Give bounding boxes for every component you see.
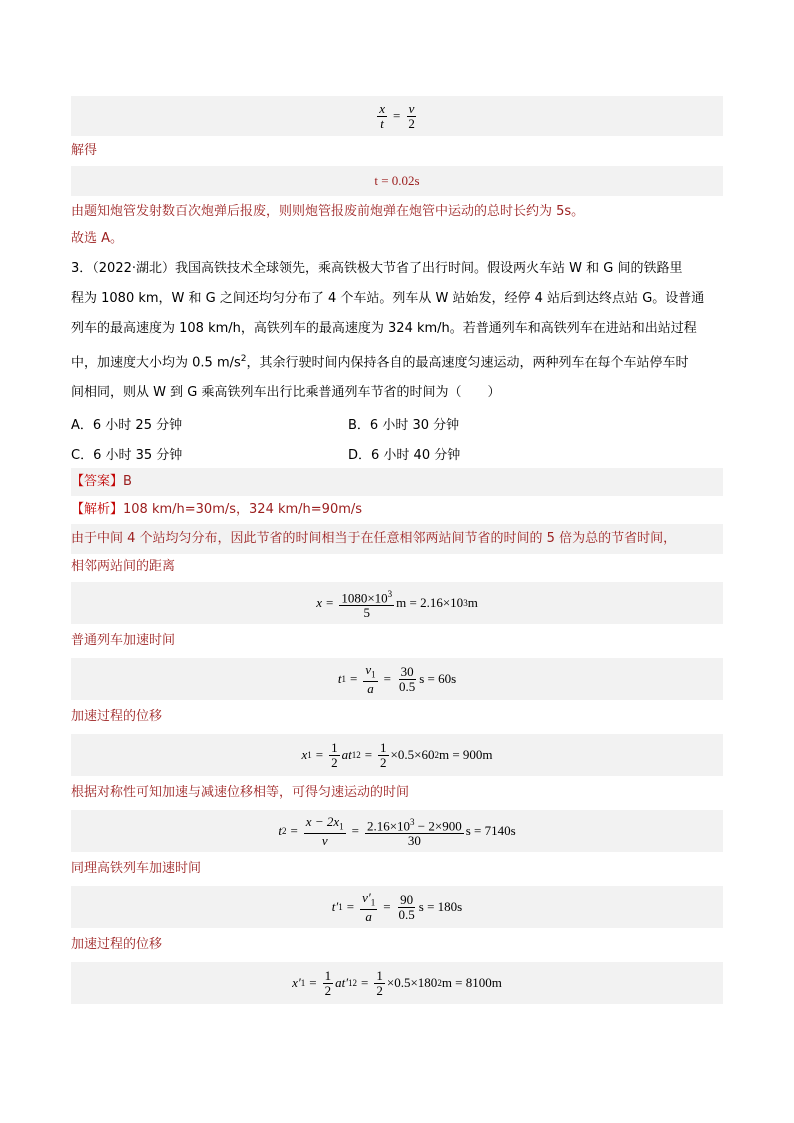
t1-tail: s = 60s — [419, 671, 457, 687]
question-block — [71, 254, 723, 408]
t2-d2: 30 — [407, 832, 421, 848]
t1-n1-sub: 1 — [371, 669, 376, 680]
formula-average-speed: $\frac{x}{t}$ = $\frac{v}{2}$ — [71, 96, 723, 136]
t2-sub: 2 — [281, 826, 287, 837]
frac-den-2: 2 — [408, 115, 415, 131]
question-line-2: 程为 1080 km，W 和 G 之间还均匀分布了 4 个车站。列车从 W 站始发，经停 4 站后到达终点站 G。设普通 — [71, 291, 705, 306]
t2-n2b: − 2×900 — [414, 817, 462, 833]
frac-den-t: t — [380, 115, 384, 131]
answer-value: B — [123, 474, 132, 490]
t2-n2-sup: 3 — [410, 816, 415, 827]
t2-n1: x − 2x — [305, 813, 340, 829]
analysis-line — [71, 496, 723, 524]
option-c: C．6 小时 35 分钟 — [71, 447, 183, 463]
label-symmetry: 根据对称性可知加速与减速位移相等，可得匀速运动的时间 — [71, 785, 410, 801]
x1p-at-sub: 1 — [348, 978, 353, 989]
label-distance: 相邻两站间的距离 — [71, 559, 176, 575]
t2-d1: v — [321, 833, 328, 849]
t1-d2: 0.5 — [398, 678, 416, 694]
distance-num-sup: 3 — [387, 588, 393, 599]
formula-t1-prime: t′ 1 = $\frac{v'_1}{a}$ = $\frac{90}{0.5}$ s = 180s — [71, 886, 723, 928]
analysis-value: 108 km/h=30m/s，324 km/h=90m/s — [123, 502, 363, 518]
formula-t-result — [71, 166, 723, 196]
distance-num: 1080×10 — [341, 589, 388, 605]
question-line-4 — [71, 344, 723, 378]
conclusion-line-1: 由题知炮管发射数百次炮弹后报废，则则炮管报废前炮弹在炮管中运动的总时长约为 5s。 — [71, 204, 585, 219]
x1-n: 1 — [331, 739, 338, 755]
t1-n1: v — [365, 661, 372, 677]
x1p-n2: 1 — [376, 967, 383, 983]
t2-n2a: 2.16×10 — [366, 817, 411, 833]
frac-num-x: x — [379, 100, 385, 116]
x1-unit: m = 900m — [438, 747, 493, 763]
option-a: A．6 小时 25 分钟 — [71, 417, 183, 433]
t1p-d2: 0.5 — [398, 906, 415, 922]
t-result-text: t = 0.02s — [374, 173, 420, 188]
label-displacement-2: 加速过程的位移 — [71, 937, 163, 953]
x1p-lhs: x′ — [292, 975, 301, 991]
x1p-at-sup: 2 — [352, 978, 358, 989]
distance-lhs: x — [316, 595, 322, 611]
distance-sup: 3 — [463, 598, 468, 609]
answer-bracket: 【答案】 — [71, 474, 124, 490]
label-displacement: 加速过程的位移 — [71, 709, 163, 725]
x1-sub: 1 — [307, 750, 312, 761]
x1-tail-sup: 2 — [434, 750, 439, 761]
answer-line — [71, 468, 723, 496]
conclusion-line-2: 故选 A。 — [71, 231, 124, 246]
t1p-lhs: t′ — [331, 899, 339, 915]
options-row-2 — [71, 438, 723, 468]
t1p-d1: a — [365, 909, 372, 925]
question-line-3: 列车的最高速度为 108 km/h，高铁列车的最高速度为 324 km/h。若普通列车和高铁列车在进站和出站过程 — [71, 321, 697, 336]
x1p-at: at′ — [335, 975, 349, 991]
document-page — [71, 94, 723, 1006]
question-line-1: 3．（2022·湖北）我国高铁技术全球领先，乘高铁极大节省了出行时间。假设两火车站 W 和 G 间的铁路里 — [71, 261, 683, 276]
t2-n1-sub: 1 — [339, 821, 344, 832]
t1-n2: 30 — [400, 663, 414, 679]
option-d: D．6 小时 40 分钟 — [348, 447, 461, 463]
x1-at-sup: 2 — [356, 750, 361, 761]
t1-d1: a — [367, 681, 374, 697]
x1p-unit: m = 8100m — [441, 975, 502, 991]
t1-sub: 1 — [341, 674, 346, 685]
solve-label: 解得 — [71, 143, 98, 158]
x1p-n: 1 — [324, 967, 332, 983]
formula-distance: x = $\frac{1080\times 10^3}{5}$ m = 2.16×10 3 m — [71, 582, 723, 624]
x1p-sub: 1 — [300, 978, 306, 989]
distance-unit: m — [467, 595, 478, 611]
distance-mid: m = 2.16×10 — [396, 595, 464, 611]
x1-tail: ×0.5×60 — [390, 747, 435, 763]
question-line-4-sup: 2 — [240, 354, 247, 364]
frac-num-v: v — [408, 100, 415, 116]
question-line-5: 间相同，则从 W 到 G 乘高铁列车出行比乘普通列车节省的时间为（ ） — [71, 385, 501, 401]
question-line-4a: 中，加速度大小均为 0.5 m/s — [71, 355, 241, 371]
formula-x1: x 1 = $\frac{1}{2}$ at 1 2 = $\frac{1}{2}$ ×0.5×60 2 m = 900m — [71, 734, 723, 776]
options-row-1 — [71, 408, 723, 438]
analysis-bracket: 【解析】 — [71, 502, 124, 518]
t1-lhs: t — [337, 671, 342, 687]
x1-d2: 2 — [380, 754, 387, 770]
para-1: 由于中间 4 个站均匀分布，因此节省的时间相当于在任意相邻两站间节省的时间的 5 倍为总的节省时间， — [71, 524, 723, 554]
formula-t2: t 2 = $\frac{x - 2x_1}{v}$ = $\frac{2.16\times 10^3 - 2\times 900}{30}$ s = 7140s — [71, 810, 723, 852]
t1p-n1: v′ — [362, 889, 371, 905]
x1p-tail-sup: 2 — [437, 978, 442, 989]
x1p-d: 2 — [324, 982, 332, 998]
t1p-n1-sub: 1 — [370, 897, 376, 908]
t2-tail: s = 7140s — [465, 823, 516, 839]
x1-n2: 1 — [380, 739, 387, 755]
option-b: B．6 小时 30 分钟 — [348, 417, 460, 433]
x1-at: at — [341, 747, 352, 763]
x1-at-sub: 1 — [351, 750, 357, 761]
t1p-sub: 1 — [338, 902, 343, 913]
distance-den: 5 — [363, 604, 370, 620]
x1-d: 2 — [331, 754, 338, 770]
x1p-d2: 2 — [376, 982, 383, 998]
t2-lhs: t — [278, 823, 282, 839]
t1p-n2: 90 — [400, 891, 414, 907]
question-line-4b: ，其余行驶时间内保持各自的最高速度匀速运动，两种列车在每个车站停车时 — [246, 355, 689, 371]
label-ord-accel: 普通列车加速时间 — [71, 633, 176, 649]
formula-t1: t 1 = $\frac{v_1}{a}$ = $\frac{30}{0.5}$ s = 60s — [71, 658, 723, 700]
x1p-tail: ×0.5×180 — [386, 975, 438, 991]
x1-lhs: x — [301, 747, 308, 763]
t1p-tail: s = 180s — [418, 899, 463, 915]
label-hs-accel: 同理高铁列车加速时间 — [71, 861, 202, 877]
formula-x1-prime: x′ 1 = $\frac{1}{2}$ at′ 1 2 = $\frac{1}{2}$ ×0.5×180 2 m = 8100m — [71, 962, 723, 1004]
